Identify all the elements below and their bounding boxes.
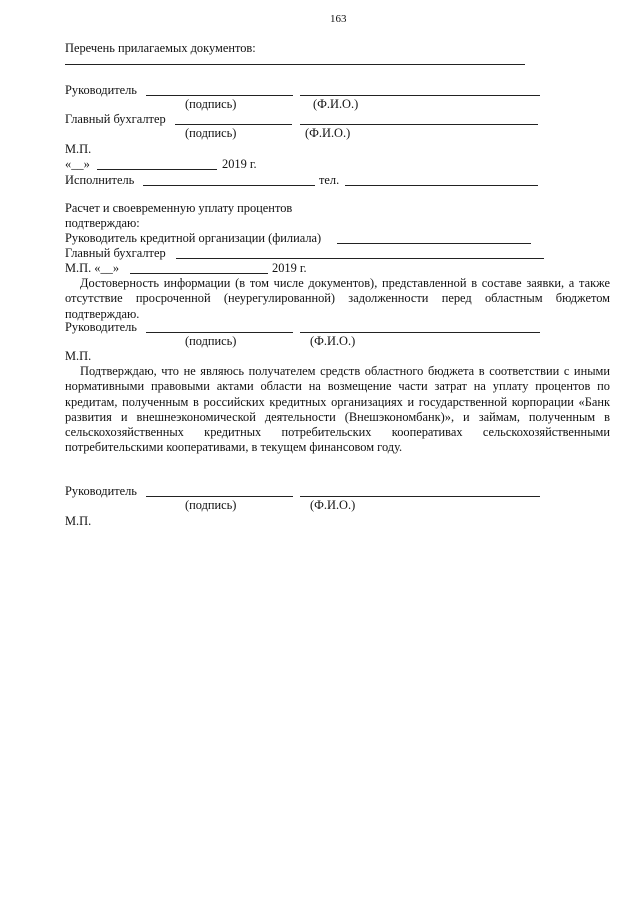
stamp-date-year: 2019 г. xyxy=(272,261,307,275)
interest-line-2: подтверждаю: xyxy=(65,216,140,230)
head-label: Руководитель xyxy=(65,320,137,334)
fio-caption: (Ф.И.О.) xyxy=(305,126,351,140)
phone-line xyxy=(345,185,538,186)
head-fio-line xyxy=(300,332,540,333)
date-year: 2019 г. xyxy=(222,157,257,171)
chief-accountant-signature-line xyxy=(175,124,292,125)
head-signature-line xyxy=(146,496,293,497)
confirm-paragraph-text: Подтверждаю, что не являюсь получателем средств областного бюджета в соответствии с иными нормативными правовыми актами области на возмещение части затрат на уплату процентов по кредитам, полученным в российских кредитных организациях и государственной корпорации «Банк развития и внешнеэкономической деятельности (Внешэкономбанк)», и займам, полученным в сельскохозяйственных кредитных потребительских кооперативах сельскохозяйственными потребительскими кооперативами, в текущем финансовом году. xyxy=(65,364,610,455)
stamp-date-label: М.П. «__» xyxy=(65,261,120,275)
interest-line-1: Расчет и своевременную уплату процентов xyxy=(65,201,293,215)
documents-list-label: Перечень прилагаемых документов: xyxy=(65,41,256,55)
head-signature-line xyxy=(146,332,293,333)
executor-label: Исполнитель xyxy=(65,173,135,187)
chief-accountant-label: Главный бухгалтер xyxy=(65,246,166,260)
signature-caption: (подпись) xyxy=(185,126,237,140)
head-fio-line xyxy=(300,95,540,96)
executor-line xyxy=(143,185,315,186)
signature-caption: (подпись) xyxy=(185,97,237,111)
head-label: Руководитель xyxy=(65,83,137,97)
signature-caption: (подпись) xyxy=(185,334,237,348)
signature-caption: (подпись) xyxy=(185,498,237,512)
head-signature-line xyxy=(146,95,293,96)
phone-label: тел. xyxy=(319,173,340,187)
accuracy-paragraph xyxy=(65,276,610,322)
fio-caption: (Ф.И.О.) xyxy=(310,498,356,512)
head-fio-line xyxy=(300,496,540,497)
stamp-label: М.П. xyxy=(65,349,92,363)
date-day: «__» xyxy=(65,157,90,171)
page-number: 163 xyxy=(330,13,347,25)
stamp-label: М.П. xyxy=(65,514,92,528)
head-label: Руководитель xyxy=(65,484,137,498)
stamp-label: М.П. xyxy=(65,142,92,156)
stamp-date-month-line xyxy=(130,273,268,274)
confirm-paragraph xyxy=(65,364,610,456)
chief-accountant-fio-line xyxy=(300,124,538,125)
accuracy-paragraph-text: Достоверность информации (в том числе документов), представленной в составе заявки, а также отсутствие просроченной (неурегулированной) задолженности перед областным бюджетом подтверждаю. xyxy=(65,276,610,321)
fio-caption: (Ф.И.О.) xyxy=(310,334,356,348)
chief-accountant-label: Главный бухгалтер xyxy=(65,112,166,126)
documents-list-line xyxy=(65,64,525,65)
chief-accountant-line xyxy=(176,258,544,259)
credit-org-head-line xyxy=(337,243,531,244)
date-month-line xyxy=(97,169,217,170)
credit-org-head-label: Руководитель кредитной организации (филиала) xyxy=(65,231,322,245)
fio-caption: (Ф.И.О.) xyxy=(313,97,359,111)
